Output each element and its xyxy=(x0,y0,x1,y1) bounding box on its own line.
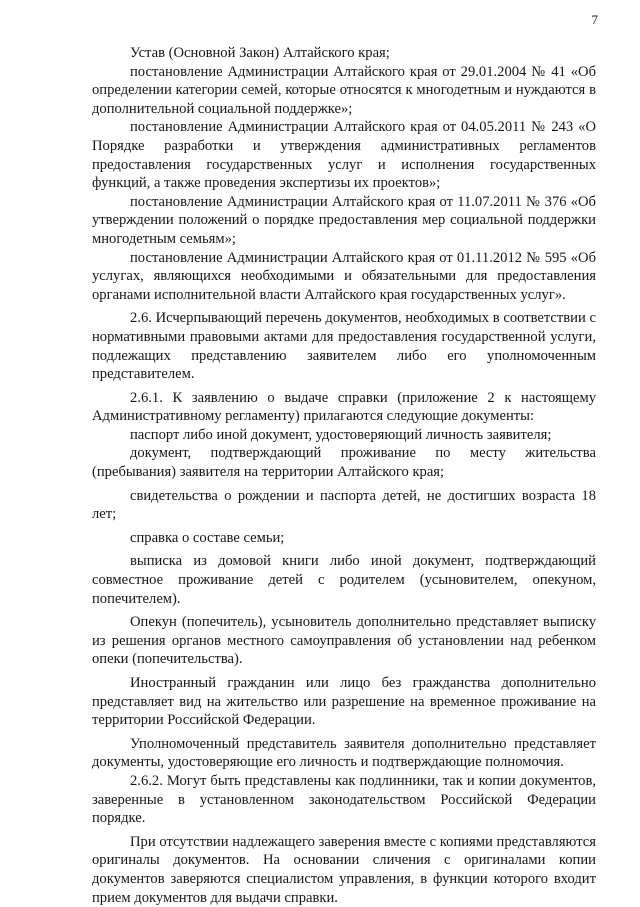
paragraph-charter: Устав (Основной Закон) Алтайского края; xyxy=(130,45,390,61)
paragraph-residence-document: документ, подтверждающий проживание по месту жительства (пребывания) заявителя на территории Алтайского края; xyxy=(92,445,596,481)
paragraph-section-2-6: 2.6. Исчерпывающий перечень документов, необходимых в соответствии с нормативными правовыми актами для предоставления государственной услуги, подлежащих представлению заявителем либо его уполномоченным представителем. xyxy=(92,310,596,383)
paragraph-resolution-376: постановление Администрации Алтайского края от 11.07.2011 № 376 «Об утверждении положений о порядке предоставления мер социальной поддержки многодетным семьям»; xyxy=(92,193,596,247)
paragraph-foreign-citizen: Иностранный гражданин или лицо без гражданства дополнительно представляет вид на жительство или разрешение на временное проживание на территории Российской Федерации. xyxy=(92,675,596,729)
paragraph-resolution-243: постановление Администрации Алтайского края от 04.05.2011 № 243 «О Порядке разработки и утверждения административных регламентов предоставления государственных услуг и исполнения государственных функций, а также проведения экспертизы их проектов»; xyxy=(92,119,596,192)
paragraph-family-certificate: справка о составе семьи; xyxy=(130,529,285,546)
paragraph-resolution-595: постановление Администрации Алтайского края от 01.11.2012 № 595 «Об услугах, являющихся необходимыми и обязательными для предоставления органами исполнительной власти Алтайского края государственных услуг». xyxy=(92,249,596,303)
document-body xyxy=(92,44,596,907)
paragraph-birth-certificates: свидетельства о рождении и паспорта детей, не достигших возраста 18 лет; xyxy=(92,487,596,523)
paragraph-section-2-6-1: 2.6.1. К заявлению о выдаче справки (приложение 2 к настоящему Административному регламенту) прилагаются следующие документы: xyxy=(92,389,596,425)
paragraph-certification: При отсутствии надлежащего заверения вместе с копиями представляются оригиналы документов. На основании сличения с оригиналами копии документов заверяются специалистом управления, в функции которого входит прием документов для выдачи справки. xyxy=(92,833,596,906)
paragraph-authorized-representative: Уполномоченный представитель заявителя дополнительно представляет документы, удостоверяющие его личность и подтверждающие полномочия. xyxy=(92,735,596,771)
paragraph-section-2-6-2: 2.6.2. Могут быть представлены как подлинники, так и копии документов, заверенные в установленном законодательством Российской Федерации порядке. xyxy=(92,772,596,827)
page-number: 7 xyxy=(591,12,598,27)
paragraph-resolution-41: постановление Администрации Алтайского края от 29.01.2004 № 41 «Об определении категории семей, которые относятся к многодетным и нуждаются в дополнительной социальной поддержке»; xyxy=(92,63,596,117)
paragraph-guardian: Опекун (попечитель), усыновитель дополнительно представляет выписку из решения органов местного самоуправления об установлении над ребенком опеки (попечительства). xyxy=(92,614,596,668)
paragraph-house-book-extract: выписка из домовой книги либо иной документ, подтверждающий совместное проживание детей с родителем (усыновителем, опекуном, попечителем). xyxy=(92,553,596,607)
paragraph-passport: паспорт либо иной документ, удостоверяющий личность заявителя; xyxy=(130,426,552,443)
